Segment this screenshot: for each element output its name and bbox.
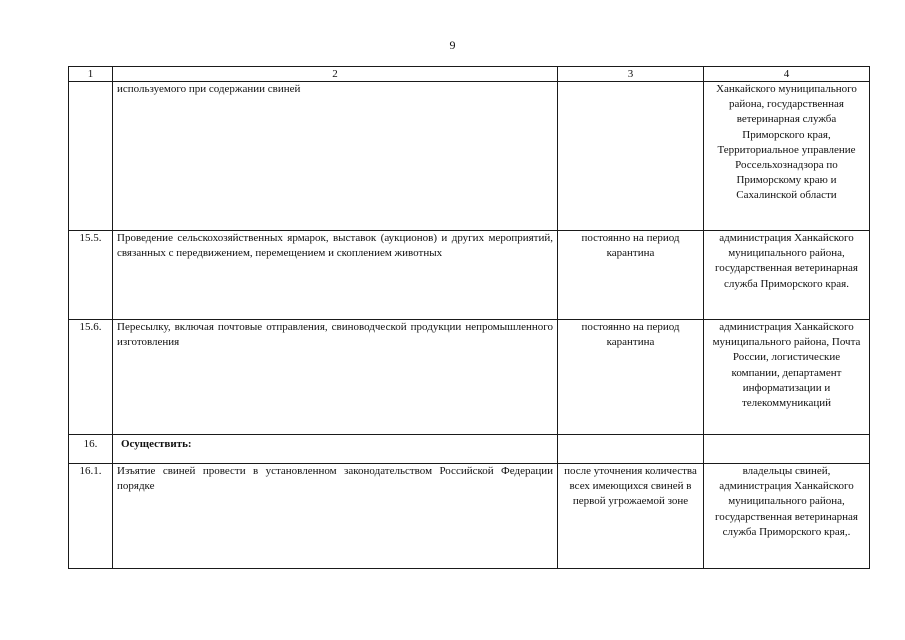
column-header-3: 3 [558,67,704,82]
row-number: 16.1. [69,464,113,569]
row-number [69,82,113,231]
table-row [69,464,870,569]
row-term: постоянно на период карантина [558,231,704,320]
row-description: Осуществить: [113,435,558,464]
row-responsible: администрация Ханкайского муниципального района, государственная ветеринарная служба Приморского края. [704,231,870,320]
table-row [69,231,870,320]
row-number: 15.5. [69,231,113,320]
column-header-2: 2 [113,67,558,82]
row-responsible: Ханкайского муниципального района, государственная ветеринарная служба Приморского края, Территориальное управление Россельхознадзора по Приморскому краю и Сахалинской области [704,82,870,231]
table-row [69,82,870,231]
row-description: Пересылку, включая почтовые отправления, свиноводческой продукции непромышленного изготовления [113,320,558,435]
row-description: используемого при содержании свиней [113,82,558,231]
row-term [558,435,704,464]
row-term: после уточнения количества всех имеющихся свиней в первой угрожаемой зоне [558,464,704,569]
table-header-row [69,67,870,82]
row-responsible: владельцы свиней, администрация Ханкайского муниципального района, государственная ветеринарная служба Приморского края,. [704,464,870,569]
row-description: Изъятие свиней провести в установленном законодательством Российской Федерации порядке [113,464,558,569]
row-number: 16. [69,435,113,464]
page-number: 9 [449,38,456,52]
table-row [69,320,870,435]
row-number: 15.6. [69,320,113,435]
row-term [558,82,704,231]
table-row [69,435,870,464]
row-responsible: администрация Ханкайского муниципального района, Почта России, логистические компании, департамент информатизации и телекоммуникаций [704,320,870,435]
row-term: постоянно на период карантина [558,320,704,435]
measures-table [68,66,870,569]
row-responsible [704,435,870,464]
column-header-1: 1 [69,67,113,82]
column-header-4: 4 [704,67,870,82]
row-description: Проведение сельскохозяйственных ярмарок, выставок (аукционов) и других мероприятий, связанных с передвижением, перемещением и скоплением животных [113,231,558,320]
